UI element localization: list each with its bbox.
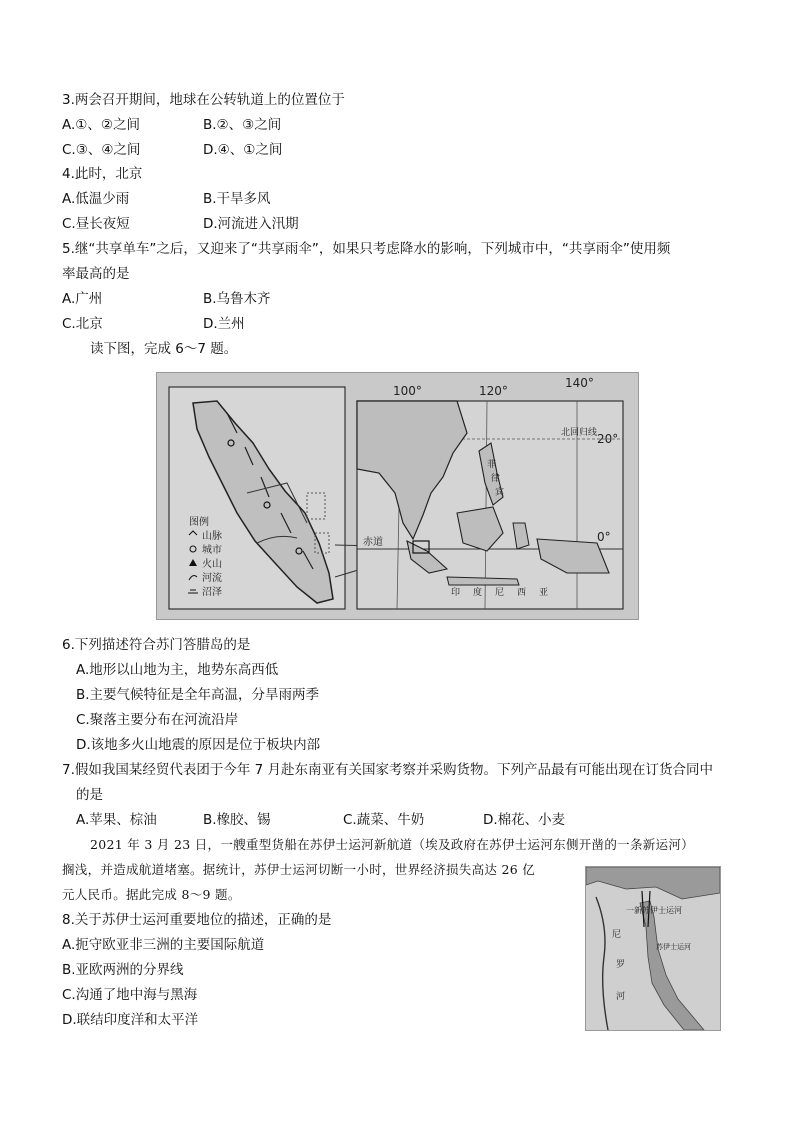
q6-option-a: A.地形以山地为主，地势东高西低 — [76, 662, 279, 678]
q5-option-c: C.北京 — [62, 316, 103, 332]
q3-option-c: C.③、④之间 — [62, 142, 141, 158]
q5-option-d: D.兰州 — [203, 316, 245, 332]
q5-stem-line1: 5.继“共享单车”之后，又迎来了“共享雨伞”，如果只考虑降水的影响，下列城市中，“共享雨伞”使用频 — [62, 241, 671, 257]
suez-canal-label: 苏伊士运河 — [656, 943, 691, 951]
place-char-4: 印 — [451, 588, 461, 598]
q5-option-a: A.广州 — [62, 291, 103, 307]
passage-line1: 2021 年 3 月 23 日，一艘重型货船在苏伊士运河新航道（埃及政府在苏伊士运河东侧开凿的一条新运河） — [90, 837, 694, 852]
legend-river: 河流 — [202, 573, 222, 584]
passage-line2: 搁浅，并造成航道堵塞。据统计，苏伊士运河切断一小时，世界经济损失高达 26 亿 — [62, 862, 536, 877]
q4-stem: 4.此时，北京 — [62, 166, 143, 182]
q8-stem: 8.关于苏伊士运河重要地位的描述，正确的是 — [62, 912, 332, 928]
legend-mountain: 山脉 — [202, 531, 222, 542]
nile-char-2: 罗 — [616, 960, 626, 970]
q8-option-a: A.扼守欧亚非三洲的主要国际航道 — [62, 937, 265, 953]
q6-stem: 6.下列描述符合苏门答腊岛的是 — [62, 637, 251, 653]
q8-option-c: C.沟通了地中海与黑海 — [62, 987, 198, 1003]
q7-option-c: C.蔬菜、牛奶 — [343, 812, 425, 828]
q7-option-a: A.苹果、棕油 — [76, 812, 157, 828]
q4-option-b: B.干旱多风 — [203, 191, 271, 207]
q7-stem-line2: 的是 — [76, 787, 103, 803]
legend-volcano: 火山 — [202, 559, 222, 570]
legend-title: 图例 — [189, 517, 209, 528]
q6-option-d: D.该地多火山地震的原因是位于板块内部 — [76, 737, 321, 753]
place-char-3: 宾 — [495, 488, 505, 498]
q6-option-b: B.主要气候特征是全年高温，分旱雨两季 — [76, 687, 320, 703]
equator-label: 赤道 — [363, 537, 383, 548]
q3-option-b: B.②、③之间 — [203, 117, 282, 133]
q6-option-c: C.聚落主要分布在河流沿岸 — [76, 712, 239, 728]
place-char-6: 尼 — [495, 588, 505, 598]
sumatra-map-figure — [156, 372, 639, 620]
q3-stem: 3.两会召开期间，地球在公转轨道上的位置位于 — [62, 92, 345, 108]
lon-label-140: 140° — [565, 376, 594, 390]
suez-canal-map-figure — [585, 866, 721, 1031]
lon-label-120: 120° — [479, 384, 508, 398]
q7-stem-line1: 7.假如我国某经贸代表团于今年 7 月赴东南亚有关国家考察并采购货物。下列产品最有可能出现在订货合同中 — [62, 762, 714, 778]
nile-char-1: 尼 — [612, 930, 622, 940]
place-char-2: 律 — [491, 474, 501, 484]
intro-6-7: 读下图，完成 6～7 题。 — [90, 341, 238, 357]
q7-option-b: B.橡胶、锡 — [203, 812, 271, 828]
place-char-1: 菲 — [487, 460, 497, 470]
nile-char-3: 河 — [616, 992, 626, 1002]
q8-option-d: D.联结印度洋和太平洋 — [62, 1012, 199, 1028]
q3-option-a: A.①、②之间 — [62, 117, 140, 133]
q4-option-d: D.河流进入汛期 — [203, 216, 299, 232]
q5-stem-line2: 率最高的是 — [62, 266, 130, 282]
legend-swamp: 沼泽 — [202, 587, 222, 598]
q4-option-a: A.低温少雨 — [62, 191, 130, 207]
place-char-7: 西 — [517, 588, 527, 598]
q3-option-d: D.④、①之间 — [203, 142, 283, 158]
lat-label-0: 0° — [597, 530, 611, 544]
q8-option-b: B.亚欧两洲的分界线 — [62, 962, 184, 978]
q7-option-d: D.棉花、小麦 — [483, 812, 566, 828]
passage-line3: 元人民币。据此完成 8～9 题。 — [62, 887, 241, 902]
q5-option-b: B.乌鲁木齐 — [203, 291, 271, 307]
new-suez-canal-label: 一新苏伊士运河 — [626, 906, 682, 915]
place-char-8: 亚 — [539, 588, 549, 598]
lon-label-100: 100° — [393, 384, 422, 398]
q4-option-c: C.昼长夜短 — [62, 216, 130, 232]
lat-label-20: 20° — [597, 432, 619, 446]
legend-city: 城市 — [202, 545, 222, 556]
place-char-5: 度 — [473, 588, 483, 598]
tropic-label: 北回归线 — [561, 428, 598, 438]
